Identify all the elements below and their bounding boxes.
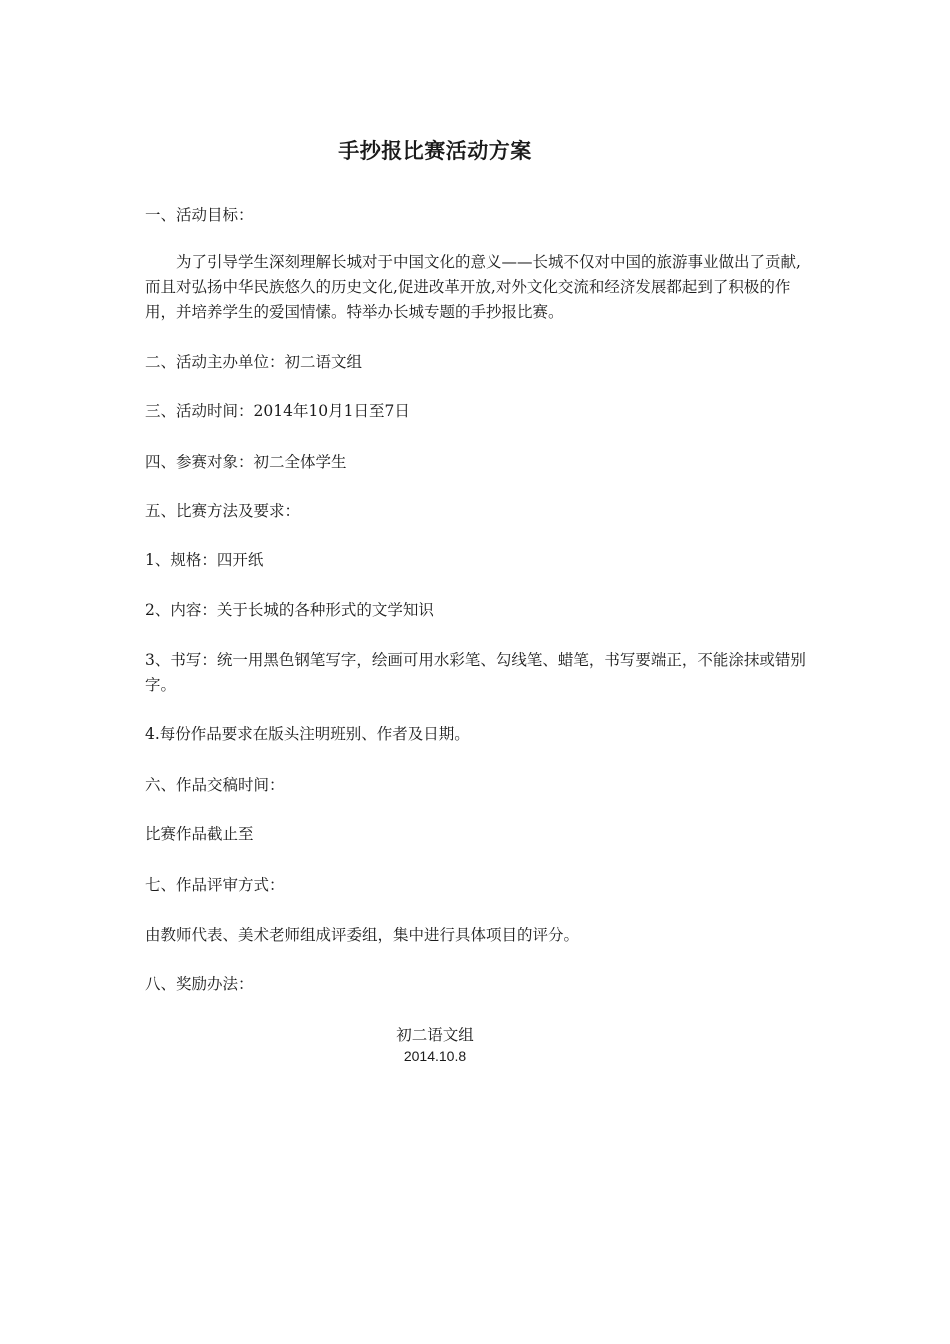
time-line: 三、活动时间：2014年10月1日至7日 xyxy=(145,402,410,420)
submit-body: 比赛作品截止至 xyxy=(145,825,254,843)
requirement-1: 1、规格：四开纸 xyxy=(145,551,264,569)
signature-date: 2014.10.8 xyxy=(403,1048,467,1064)
method-heading: 五、比赛方法及要求： xyxy=(145,502,301,520)
goal-body: 为了引导学生深刻理解长城对于中国文化的意义——长城不仅对中国的旅游事业做出了贡献,而且对弘扬中华民族悠久的历史文化,促进改革开放,对外文化交流和经济发展都起到了积极的作用，并培养学生的爱国情愫。特举办长城专题的手抄报比赛。 xyxy=(145,253,801,321)
organizer-line: 二、活动主办单位：初二语文组 xyxy=(145,353,363,371)
requirement-2: 2、内容：关于长城的各种形式的文学知识 xyxy=(145,601,434,619)
submit-heading: 六、作品交稿时间： xyxy=(145,776,285,794)
goal-heading: 一、活动目标： xyxy=(145,206,254,224)
signature-group: 初二语文组 xyxy=(396,1026,474,1044)
document-title: 手抄报比赛活动方案 xyxy=(338,138,532,163)
requirement-4: 4.每份作品要求在版头注明班别、作者及日期。 xyxy=(145,725,470,743)
participants-line: 四、参赛对象：初二全体学生 xyxy=(145,453,347,471)
awards-heading: 八、奖励办法： xyxy=(145,975,254,993)
judging-heading: 七、作品评审方式： xyxy=(145,876,285,894)
requirement-3: 3、书写：统一用黑色钢笔写字，绘画可用水彩笔、勾线笔、蜡笔，书写要端正，不能涂抹或错别字。 xyxy=(145,651,806,694)
judging-body: 由教师代表、美术老师组成评委组，集中进行具体项目的评分。 xyxy=(145,926,580,944)
